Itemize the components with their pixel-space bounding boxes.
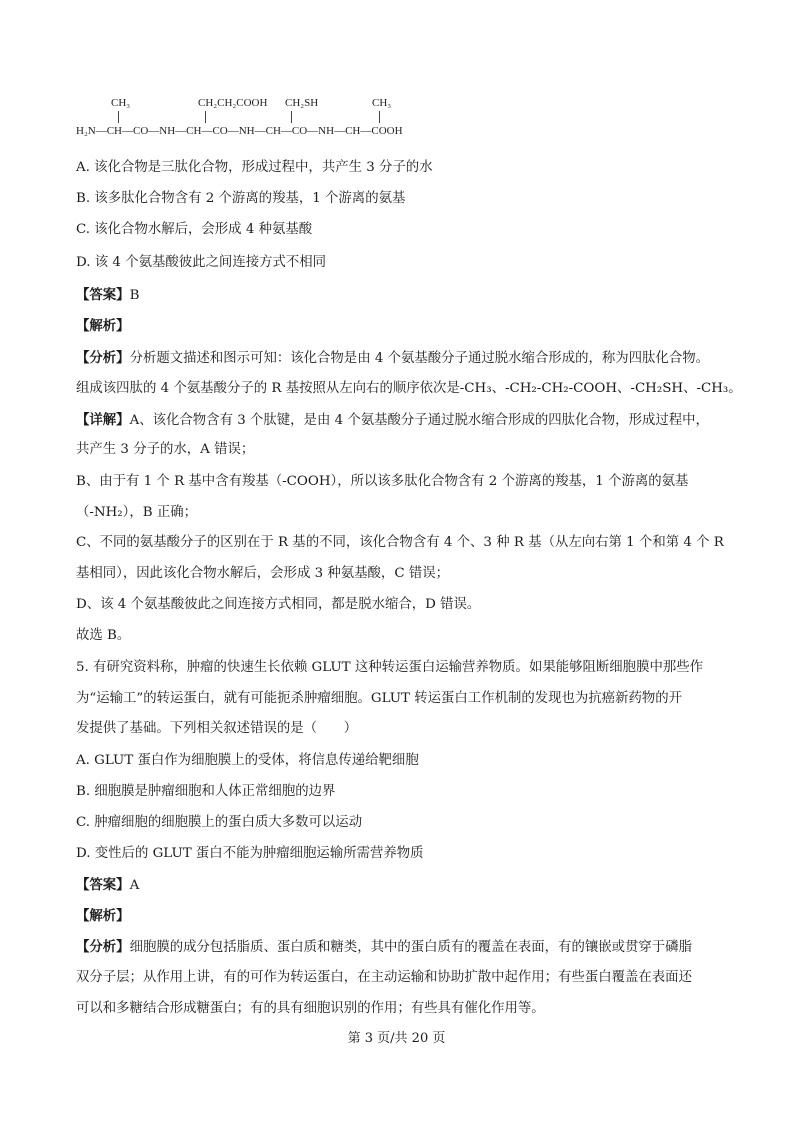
page-footer: 第 3 页/共 20 页 xyxy=(347,1031,446,1046)
q4-conclusion: 故选 B。 xyxy=(76,628,131,643)
q4-detail-b-line-2: （-NH₂），B 正确； xyxy=(76,505,198,520)
q4-fenxi-line-2: 组成该四肽的 4 个氨基酸分子的 R 基按照从左向右的顺序依次是-CH₃、-CH₂-CH₂-COOH、-CH₂SH、-CH₃。 xyxy=(76,381,742,396)
peptide-structural-formula xyxy=(76,97,456,145)
q4-detail-b-line-1: B、由于有 1 个 R 基中含有羧基（-COOH），所以该多肽化合物含有 2 个游离的羧基，1 个游离的氨基 xyxy=(76,474,689,489)
q5-option-c: C. 肿瘤细胞的细胞膜上的蛋白质大多数可以运动 xyxy=(76,815,363,830)
q4-detail-c-line-2: 基相同），因此该化合物水解后，会形成 3 种氨基酸，C 错误； xyxy=(76,566,449,581)
bond-line-3 xyxy=(291,111,292,123)
fenxi-text: 分析题文描述和图示可知：该化合物是由 4 个氨基酸分子通过脱水缩合形成的，称为四肽化合物。 xyxy=(129,351,709,366)
q5-stem-line-1: 5. 有研究资料称，肿瘤的快速生长依赖 GLUT 这种转运蛋白运输营养物质。如果能够阻断细胞膜中那些作 xyxy=(76,660,704,675)
answer-label: 【答案】 xyxy=(76,877,130,893)
detail-label: 【详解】 xyxy=(76,412,130,428)
q4-fenxi-line-1 xyxy=(76,348,709,369)
q5-answer xyxy=(76,875,139,896)
q5-fenxi-line-3: 可以和多糖结合形成糖蛋白；有的具有细胞识别的作用；有些具有催化作用等。 xyxy=(76,1001,545,1016)
q5-stem-line-3: 发提供了基础。下列相关叙述错误的是（ ） xyxy=(76,721,358,736)
q4-analysis-label: 【解析】 xyxy=(76,318,130,334)
q5-fenxi-line-2: 双分子层；从作用上讲，有的可作为转运蛋白，在主动运输和协助扩散中起作用；有些蛋白覆盖在表面还 xyxy=(76,970,692,985)
q4-option-d: D. 该 4 个氨基酸彼此之间连接方式不相同 xyxy=(76,255,327,270)
peptide-chain: H₂N—CH—CO—NH—CH—CO—NH—CH—CO—NH—CH—COOH xyxy=(76,125,403,137)
bond-line-2 xyxy=(205,111,206,123)
q5-option-d: D. 变性后的 GLUT 蛋白不能为肿瘤细胞运输所需营养物质 xyxy=(76,846,424,861)
q4-option-b: B. 该多肽化合物含有 2 个游离的羧基，1 个游离的氨基 xyxy=(76,191,406,206)
q4-detail-c-line-1: C、不同的氨基酸分子的区别在于 R 基的不同，该化合物含有 4 个、3 种 R 基（从左向右第 1 个和第 4 个 R xyxy=(76,535,724,550)
r-group-1: CH₃ xyxy=(111,97,131,109)
answer-label: 【答案】 xyxy=(76,287,130,303)
r-group-2: CH₂CH₂COOH xyxy=(198,97,268,109)
q5-stem-line-2: 为“运输工”的转运蛋白，就有可能扼杀肿瘤细胞。GLUT 转运蛋白工作机制的发现也为抗癌新药物的开 xyxy=(76,691,683,706)
q5-analysis-label: 【解析】 xyxy=(76,908,130,924)
answer-value: A xyxy=(129,878,140,893)
bond-line-1 xyxy=(118,111,119,123)
q4-option-a: A. 该化合物是三肽化合物，形成过程中，共产生 3 分子的水 xyxy=(76,160,433,175)
r-group-3: CH₂SH xyxy=(285,97,319,109)
q5-fenxi-line-1 xyxy=(76,937,692,958)
fenxi-label: 【分析】 xyxy=(76,350,130,366)
q4-detail-a-line-1 xyxy=(76,410,709,431)
fenxi-text: 细胞膜的成分包括脂质、蛋白质和糖类，其中的蛋白质有的覆盖在表面，有的镶嵌或贯穿于磷脂 xyxy=(129,940,692,955)
q4-option-c: C. 该化合物水解后，会形成 4 种氨基酸 xyxy=(76,222,313,237)
r-group-4: CH₃ xyxy=(372,97,392,109)
q4-detail-d: D、该 4 个氨基酸彼此之间连接方式相同，都是脱水缩合，D 错误。 xyxy=(76,597,481,612)
q5-option-a: A. GLUT 蛋白作为细胞膜上的受体，将信息传递给靶细胞 xyxy=(76,753,419,768)
bond-line-4 xyxy=(379,111,380,123)
q5-option-b: B. 细胞膜是肿瘤细胞和人体正常细胞的边界 xyxy=(76,784,336,799)
q4-detail-a-line-2: 共产生 3 分子的水，A 错误； xyxy=(76,442,255,457)
q4-answer xyxy=(76,285,139,306)
detail-text: A、该化合物含有 3 个肽键，是由 4 个氨基酸分子通过脱水缩合形成的四肽化合物，形成过程中， xyxy=(129,413,709,428)
answer-value: B xyxy=(129,288,140,303)
fenxi-label: 【分析】 xyxy=(76,939,130,955)
